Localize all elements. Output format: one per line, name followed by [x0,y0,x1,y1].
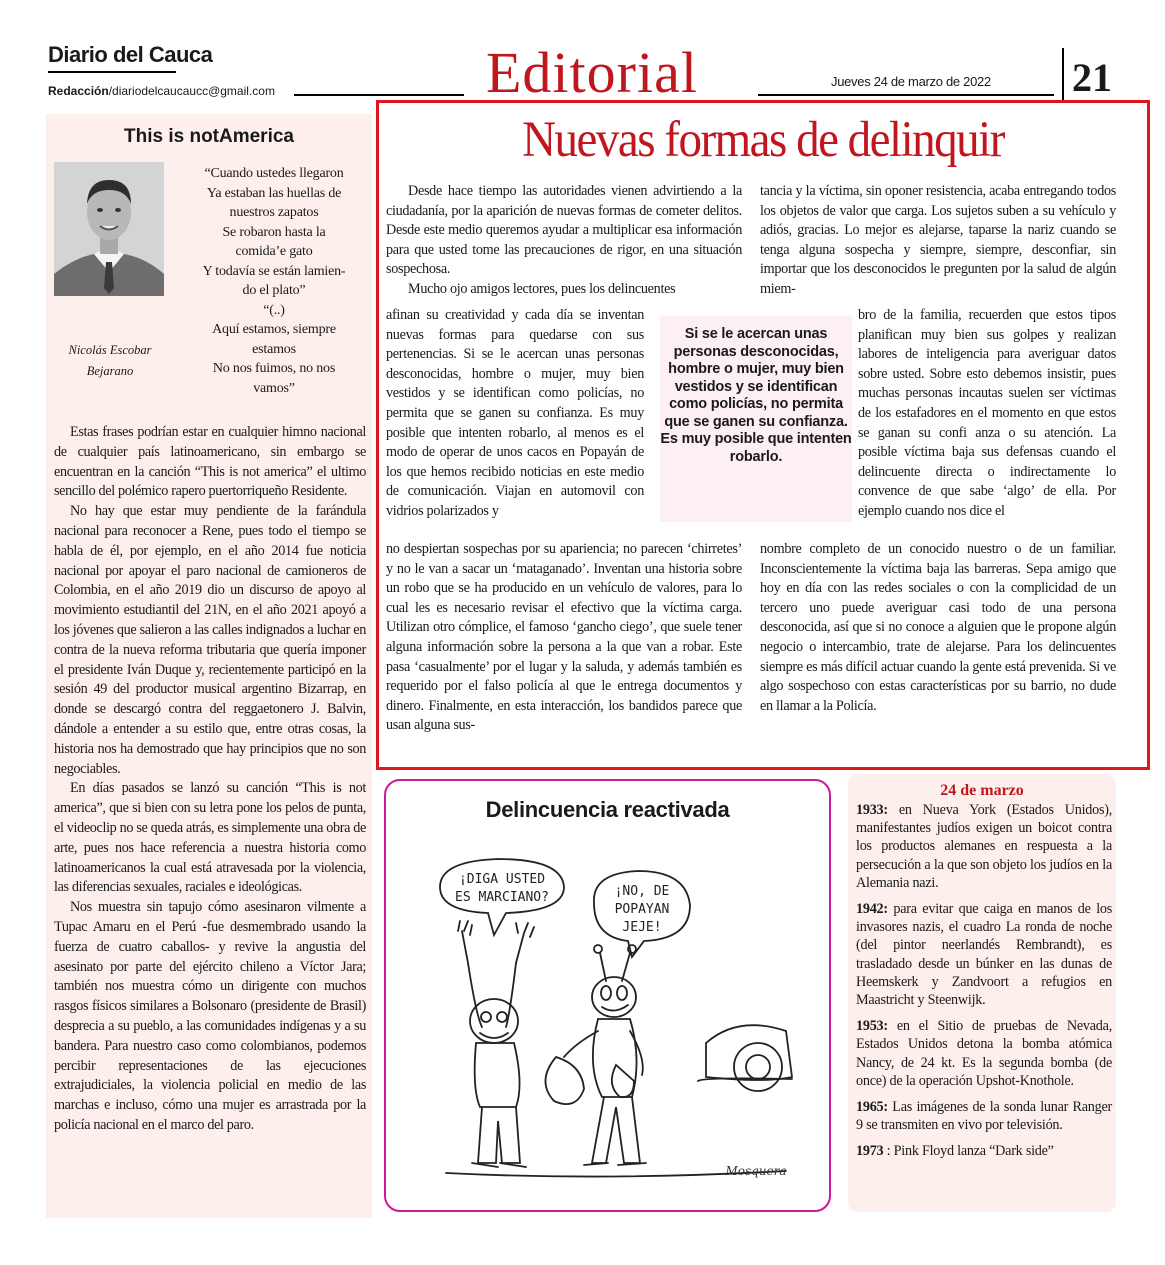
poem-quote [186,164,362,398]
efemeride-item [856,1142,1112,1160]
efemeride-text: Las imágenes de la sonda lunar Ranger 9 se transmiten en vivo por televisión. [856,1099,1112,1134]
efemeride-text: para evitar que caiga en manos de los invasores nazis, el cuadro La ronda de noche (del pintor neerlandés Rembrandt), es trasladado desde un búnker en las dunas de Heemskerk y Zandvoort a refugios en Maastricht y Steenwijk. [856,901,1112,1009]
header-rule-left [294,94,464,96]
editorial-col2-top [760,182,1116,300]
efemeride-year: 1973 [856,1143,884,1160]
editorial-paragraph: Desde hace tiempo las autoridades vienen advirtiendo a la ciudadanía, por la aparición de nuevas formas de cometer delitos. Desde este medio queremos ayudar a multiplicar esa información para que usted tome las precauciones de rigor, en una situación sospechosa. [386,183,742,278]
efemerides-title: 24 de marzo [940,782,1024,799]
efemeride-text: en Nueva York (Estados Unidos), manifestantes judíos exigen un boicot contra los productos alemanes en respuesta a la persecución a la que son objeto los judíos en la Alemania nazi. [856,802,1112,891]
poem-line: Se robaron hasta la [222,224,326,240]
bubble-left-text-2: ES MARCIANO? [455,890,549,905]
author-name [46,340,174,382]
editorial-paragraph: afinan su creatividad y cada día se inventan nuevas formas para quedarse con sus pertenencias. Si se le acercan unas personas desconocidas, hombre o mujer, muy bien vestidos y se identifican como policías, no permita que se ganen su confianza. Es muy posible que intenten robarlo, al menos es el modo de operar de unos cacos en Popayán de los que hemos recibido noticias en este medio de comunicación. Viajan en automovil con vidrios polarizados y [386,307,644,519]
logo-underline [48,71,176,73]
opinion-column [46,114,372,1218]
poem-line: vamos” [253,380,295,396]
header-rule-right [758,94,1054,96]
redaccion-email[interactable]: /diariodelcaucaucc@gmail.com [108,84,275,98]
editorial-paragraph: bro de la familia, recuerden que estos tipos planifican muy bien sus golpes y realizan labores de inteligencia para averiguar datos sobre usted. Sobre esto debemos insistir, pues muchas personas incautas suelen ser víctimas de los estafadores en el momento en que estos se ganan su confi anza o su atención. La posible víctima baja sus defensas cuando el delincuente directa o indirectamente lo convence de que sabe ‘algo’ de ella. Por ejemplo cuando nos dice el [858,307,1116,519]
author-photo [54,162,164,296]
cartoon-panel [384,779,831,1212]
efemeride-text: en el Sitio de pruebas de Nevada, Estados Unidos detona la bomba atómica Nancy, de 24 kt. Es la segunda bomba (de once) de la operación Upshot-Knothole. [856,1018,1112,1089]
cartoonist-signature: Mosquera [725,1164,787,1178]
editorial-paragraph: nombre completo de un conocido nuestro o de un familiar. Inconscientemente la víctima baja las barreras. Sepa amigo que hoy en día con las redes sociales o con la complicidad de un tercero uno puede averiguar casi todo de una persona desconocida, así que si no conoce a alguien que le propone algún negocio o intercambio, trate de alejarse. Para los delincuentes siempre es más difícil actuar cuando la gente está prevenida. Si ve algo sospechoso con estas características por su barrio, no dude en llamar a la Policía. [760,541,1116,714]
editorial-headline: Nuevas formas de delinquir [522,111,1004,169]
column-paragraph: En días pasados se lanzó su canción “This is not america”, que si bien con su letra pone los pelos de punta, el videoclip no se queda atrás, es simplemente una obra de arte, pues nos hace referencia a nuestra historia como latinoamericanos la cual está atravesada por la violencia, las diferencias sexuales, raciales e ideológicas. [54,780,366,896]
efemeride-year: 1942: [856,901,888,918]
editorial-col2-bottom [760,540,1116,716]
editorial-paragraph: no despiertan sospechas por su apariencia; no parecen ‘chirretes’ y no le van a sacar un ‘mataganado’. Inventan una historia sobre un robo que se ha producido en un vehículo de valores, para lo cual les es necesario revisar el efectivo que la víctima carga. Utilizan otro cómplice, el famoso ‘gancho ciego’, que suele tener alguna información sobre la persona a la que van a robar. Este pasa ‘casualmente’ por el lugar y la saluda, y además también es requerido por el falso policía al que le entrega documentos y dinero. Finalmente, en esta interacción, los bandidos parece que usan alguna sus- [386,541,742,734]
section-title: Editorial [486,40,698,105]
editorial-col1-top [386,182,742,300]
efemerides-panel [848,774,1116,1212]
pull-quote-text: Si se le acercan unas personas desconocidas, hombre o mujer, muy bien vestidos y se identifican como policías, no permita que se ganen su confianza. Es muy posible que intenten robarlo. [660,326,852,465]
efemeride-item [856,801,1112,892]
efemerides-list [856,801,1112,1169]
poem-line: do el plato” [242,283,306,298]
column-title: This is notAmerica [124,126,294,147]
editorial-paragraph: Mucho ojo amigos lectores, pues los delincuentes [408,280,676,297]
efemeride-text: : Pink Floyd lanza “Dark side” [883,1143,1054,1160]
author-name-line2: Bejarano [86,364,134,378]
column-paragraph: Estas frases podrían estar en cualquier himno nacional de cualquier país latinoamericano, sin embargo se encuentran en la canción “This is not america” el ultimo sencillo del polémico rapero puertorriqueño Residente. [54,424,366,500]
poem-line: nuestros zapatos [229,205,319,220]
editorial-col1-wrap [386,306,644,522]
bubble-right-text-2: POPAYAN [614,902,670,917]
editorial-col1-bottom [386,540,742,736]
author-name-line1: Nicolás Escobar [68,343,152,357]
poem-line: estamos [252,341,296,357]
cartoon-title: Delincuencia reactivada [485,797,730,822]
efemeride-item [856,1017,1112,1090]
editorial-col2-wrap [858,306,1116,522]
poem-line: “(..) [263,302,285,318]
pull-quote [660,316,852,522]
poem-line: “Cuando ustedes llegaron [204,166,344,181]
poem-line: Y todavía se están lamien- [202,263,346,279]
redaccion-line [48,84,275,98]
cartoon-drawing [406,845,806,1197]
efemeride-year: 1953: [856,1018,888,1035]
column-paragraph: No hay que estar muy pendiente de la farándula nacional para reconocer a Rene, pues todo el tiempo se habla de él, por ejemplo, en el año 2014 fue noticia nacional por apoyar el paro nacional de camioneros de Colombia, en el año 2019 dio un discurso de apoyo al movimiento estudiantil del 21N, en el año 2021 apoyó a los jóvenes que salieron a las calles indignados a luchar en contra de la nueva reforma tributaria que quería imponer el presidente Iván Duque y, recientemente participó en la sesión 49 del productor musical argentino Bizarrap, en donde se descargó contra del reggaetonero J. Balvin, dándole a entender a su estilo que, entre otras cosas, la historia nos ha demostrado que hay principios que no son negociables. [54,503,366,777]
poem-line: No nos fuimos, no nos [212,361,336,376]
bubble-right-text-3: JEJE! [622,920,662,935]
bubble-right-text-1: ¡NO, DE [614,884,670,899]
column-body [54,423,366,1136]
poem-line: comida’e gato [235,244,313,259]
newspaper-logo[interactable]: Diario del Cauca [48,42,213,67]
editorial-paragraph: tancia y la víctima, sin oponer resistencia, acaba entregando todos los objetos de valor que carga. Los sujetos suben a su vehículo y adiós, gracias. Lo mejor es alejarse, taparse la nariz cuando se tenga alguna sospecha y siempre, siempre, desconfiar, sin importar que los desconocidos le pregunten por la salud de algún miem- [760,183,1116,297]
page-number: 21 [1072,55,1112,100]
poem-line: Ya estaban las huellas de [206,185,342,201]
efemeride-year: 1933: [856,802,888,818]
issue-date: Jueves 24 de marzo de 2022 [831,74,991,89]
efemeride-item [856,1098,1112,1134]
header-divider [1062,48,1064,100]
efemeride-year: 1965: [856,1099,888,1116]
poem-line: Aquí estamos, siempre [212,322,336,337]
column-paragraph: Nos muestra sin tapujo cómo asesinaron vilmente a Tupac Amaru en el Perú -fue desmembrado usando la fuerza de cuatro caballos- y revive la angustia del asesinato por parte del ejército chileno a Víctor Jara; también nos muestra cómo un dirigente con muchos rasgos físicos similares a Bolsonaro (presidente de Brasil) desprecia a su pueblo, a las comunidades indígenas y a su bandera. Para nuestro caso como colombianos, podemos percibir representaciones de las ejecuciones extrajudiciales, la violencia policial en medio de las marchas e incluso, cómo una mujer es arrastrada por la policía nacional en el marco del paro. [54,899,366,1133]
bubble-left-text-1: ¡DIGA USTED [458,872,546,887]
efemeride-item [856,900,1112,1009]
redaccion-label: Redacción [48,84,109,98]
